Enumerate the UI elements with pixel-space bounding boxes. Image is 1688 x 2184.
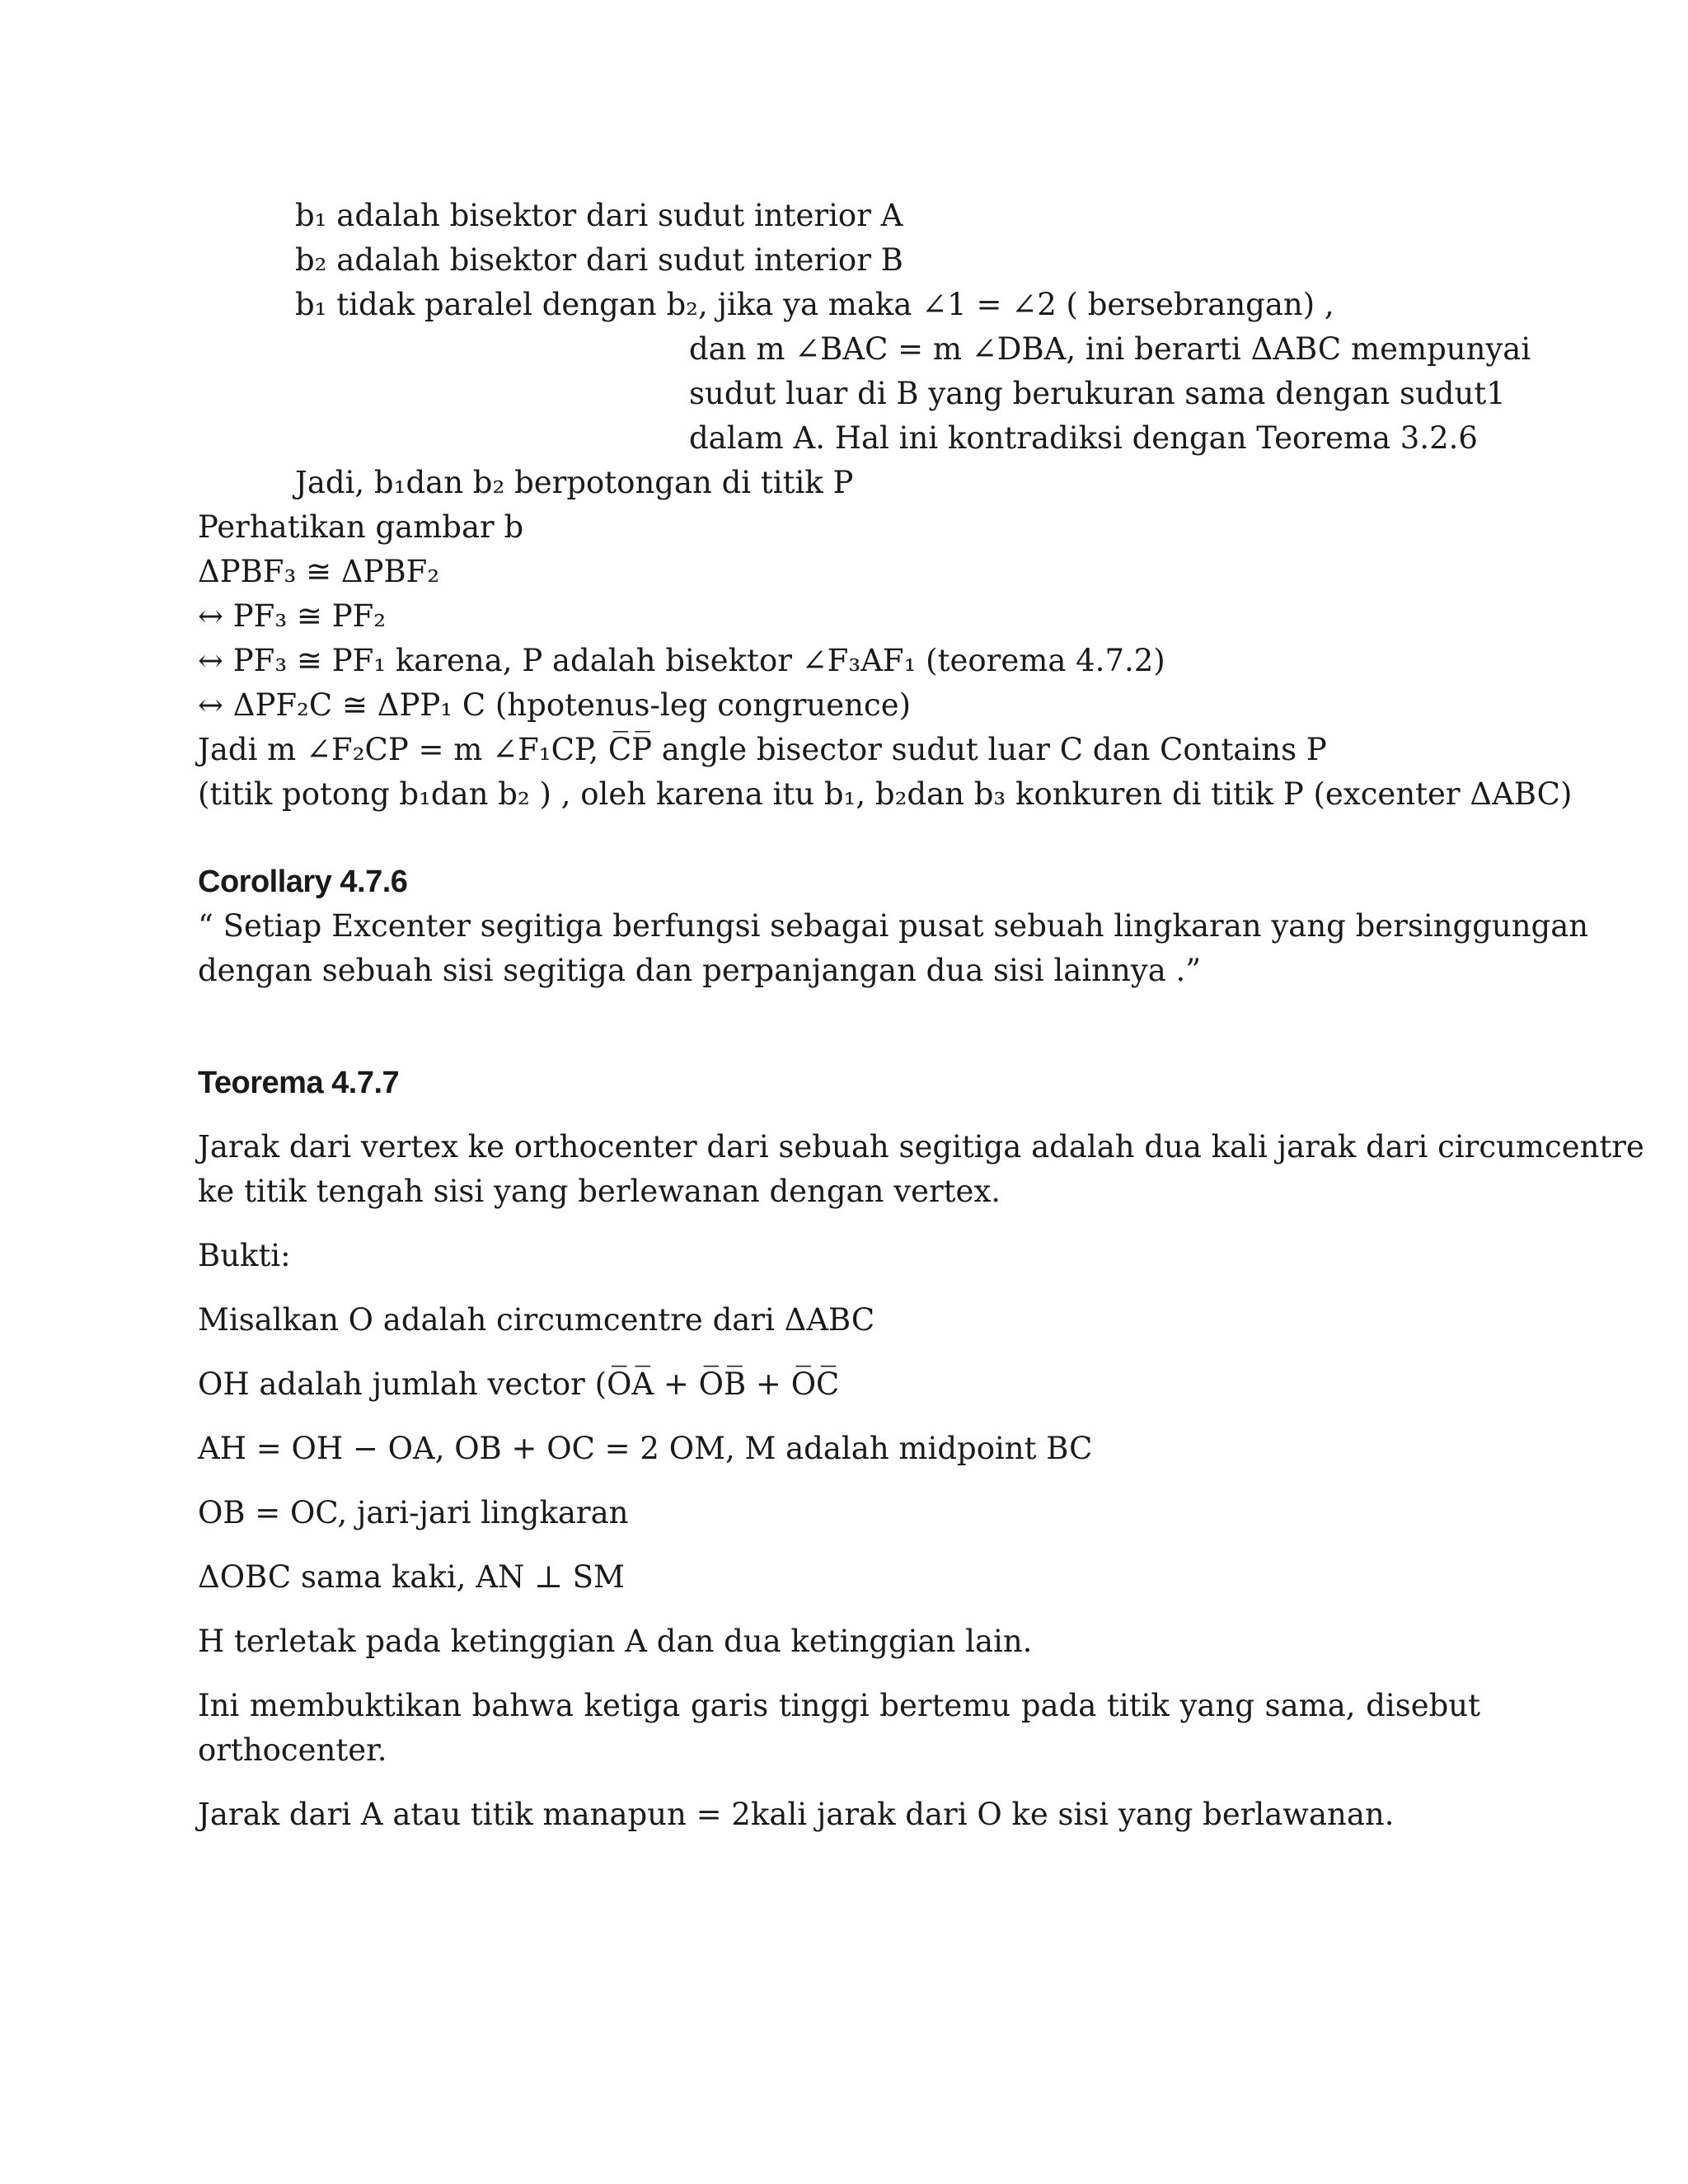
theorem-statement-line-1: Jarak dari vertex ke orthocenter dari sebuah segitiga adalah dua kali jarak dari circumcentre [198,1129,1644,1165]
proof-line-6: dalam A. Hal ini kontradiksi dengan Teorema 3.2.6 [689,420,1478,456]
conclusion-line-2: orthocenter. [198,1732,387,1768]
proof-line-4: dan m ∠BAC = m ∠DBA, ini berarti ΔABC mempunyai [689,331,1531,367]
proof-line-10: ↔ PF₃ ≅ PF₂ [198,598,387,634]
proof-step-2: OH adalah jumlah vector (O̅A̅ + O̅B̅ + O̅C̅ [198,1366,840,1402]
proof-label: Bukti: [198,1238,291,1273]
proof-line-7: Jadi, b₁dan b₂ berpotongan di titik P [295,465,854,500]
proof-line-5: sudut luar di B yang berukuran sama dengan sudut1 [689,376,1506,411]
proof-step-5: ΔOBC sama kaki, AN ⊥ SM [198,1559,625,1595]
theorem-statement-line-2: ke titik tengah sisi yang berlewanan dengan vertex. [198,1174,1001,1209]
proof-step-3: AH = OH − OA, OB + OC = 2 OM, M adalah midpoint BC [198,1431,1093,1466]
proof-step-4: OB = OC, jari-jari lingkaran [198,1495,629,1530]
theorem-title: Teorema 4.7.7 [198,1066,400,1100]
proof-line-12: ↔ ΔPF₂C ≅ ΔPP₁ C (hpotenus-leg congruence) [198,687,912,723]
proof-line-14: (titik potong b₁dan b₂ ) , oleh karena itu b₁, b₂dan b₃ konkuren di titik P (excenter ΔABC) [198,776,1573,812]
proof-line-8: Perhatikan gambar b [198,509,524,545]
proof-step-1: Misalkan O adalah circumcentre dari ΔABC [198,1302,875,1338]
conclusion-line-1: Ini membuktikan bahwa ketiga garis tinggi bertemu pada titik yang sama, disebut [198,1688,1480,1723]
proof-line-2: b₂ adalah bisektor dari sudut interior B [295,242,903,278]
proof-line-3: b₁ tidak paralel dengan b₂, jika ya maka ∠1 = ∠2 ( bersebrangan) , [295,287,1334,322]
proof-line-13: Jadi m ∠F₂CP = m ∠F₁CP, C̅P̅ angle bisector sudut luar C dan Contains P [198,732,1327,767]
proof-line-1: b₁ adalah bisektor dari sudut interior A [295,198,903,233]
proof-line-9: ΔPBF₃ ≅ ΔPBF₂ [198,554,440,589]
proof-line-11: ↔ PF₃ ≅ PF₁ karena, P adalah bisektor ∠F₃AF₁ (teorema 4.7.2) [198,643,1165,678]
final-line: Jarak dari A atau titik manapun = 2kali jarak dari O ke sisi yang berlawanan. [198,1797,1395,1832]
corollary-title: Corollary 4.7.6 [198,865,408,899]
corollary-line-1: “ Setiap Excenter segitiga berfungsi sebagai pusat sebuah lingkaran yang bersinggungan [198,908,1589,944]
proof-step-6: H terletak pada ketinggian A dan dua ketinggian lain. [198,1624,1033,1659]
corollary-line-2: dengan sebuah sisi segitiga dan perpanjangan dua sisi lainnya .” [198,953,1202,988]
